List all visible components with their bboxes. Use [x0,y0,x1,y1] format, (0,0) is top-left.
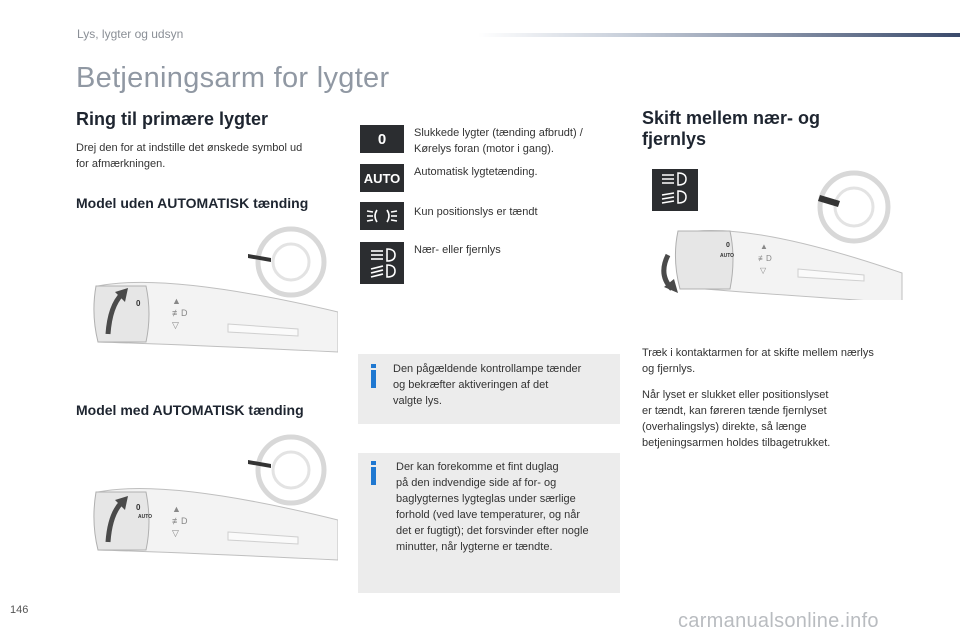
section-heading-beam-switch [642,108,820,150]
svg-text:≢D: ≢D [172,516,188,526]
info-icon [371,370,376,388]
svg-text:▽: ▽ [760,266,767,275]
info-line: baglygternes lygteglas under særlige [396,493,576,505]
intro-line: for afmærkningen. [76,158,166,170]
stalk-illustration-beam-switch [648,165,908,300]
svg-text:≢D: ≢D [172,308,188,318]
symbol-description [414,242,501,258]
symbol-description-line: Nær- eller fjernlys [414,244,501,256]
text-line: betjeningsarmen holdes tilbagetrukket. [642,437,831,449]
info-line: valgte lys. [393,395,442,407]
lights-off-icon: 0 [360,125,404,153]
text-line: Når lyset er slukket eller positionslyset [642,389,829,401]
header-divider [478,33,960,37]
text-line: Træk i kontaktarmen for at skifte mellem nærlys [642,347,874,359]
model-without-auto-heading: Model uden AUTOMATISK tænding [76,195,309,211]
symbol-description [414,204,538,220]
symbol-description [414,164,538,180]
info-box-condensation [358,453,620,593]
info-icon [371,467,376,485]
svg-text:▲: ▲ [172,296,181,306]
info-box-indicator [358,354,620,424]
chapter-header: Lys, lygter og udsyn [77,27,184,41]
svg-text:▲: ▲ [760,242,768,251]
auto-lighting-icon: AUTO [360,164,404,192]
heading-line: fjernlys [642,129,707,149]
stalk-illustration-with-auto [88,430,338,570]
svg-text:▲: ▲ [172,504,181,514]
symbol-description [414,125,583,157]
intro-text [76,140,302,172]
watermark: carmanualsonline.info [678,610,879,632]
stalk-zero-label: 0 [136,299,141,308]
svg-text:≢D: ≢D [758,254,772,263]
section-heading-primary-lights: Ring til primære lygter [76,109,269,129]
stalk-auto-label: AUTO [138,514,153,520]
page-title: Betjeningsarm for lygter [76,62,390,94]
symbol-description-line: Kørelys foran (motor i gang). [414,143,554,155]
headlights-icon [360,242,404,284]
info-line: og bekræfter aktiveringen af det [393,379,549,391]
model-with-auto-heading: Model med AUTOMATISK tænding [76,402,304,418]
heading-line: Skift mellem nær- og [642,108,821,128]
sidelights-icon [360,202,404,230]
text-line: er tændt, kan føreren tænde fjernlyset [642,405,827,417]
info-line: på den indvendige side af for- og [396,477,557,489]
text-line: og fjernlys. [642,363,696,375]
svg-text:▽: ▽ [172,528,179,538]
text-line: (overhalingslys) direkte, så længe [642,421,807,433]
info-line: minutter, når lygterne er tændte. [396,541,553,553]
svg-text:▽: ▽ [172,320,179,330]
info-text [393,361,581,409]
symbol-description-line: Kun positionslys er tændt [414,206,538,218]
stalk-zero-label: 0 [726,242,730,249]
page-number: 146 [10,604,29,616]
stalk-zero-label: 0 [136,503,141,512]
symbol-description-line: Slukkede lygter (tænding afbrudt) / [414,127,583,139]
info-line: Der kan forekomme et fint duglag [396,461,559,473]
info-text [396,459,589,555]
symbol-description-line: Automatisk lygtetænding. [414,166,538,178]
info-line: det er fugtigt); det forsvinder efter nogle [396,525,589,537]
beam-switch-text-2 [642,387,830,451]
beam-switch-text-1 [642,345,874,377]
intro-line: Drej den for at indstille det ønskede symbol ud [76,142,303,154]
stalk-illustration-without-auto [88,224,338,364]
stalk-auto-label: AUTO [720,253,735,259]
info-line: forhold (ved lave temperaturer, og når [396,509,581,521]
info-line: Den pågældende kontrollampe tænder [393,363,582,375]
